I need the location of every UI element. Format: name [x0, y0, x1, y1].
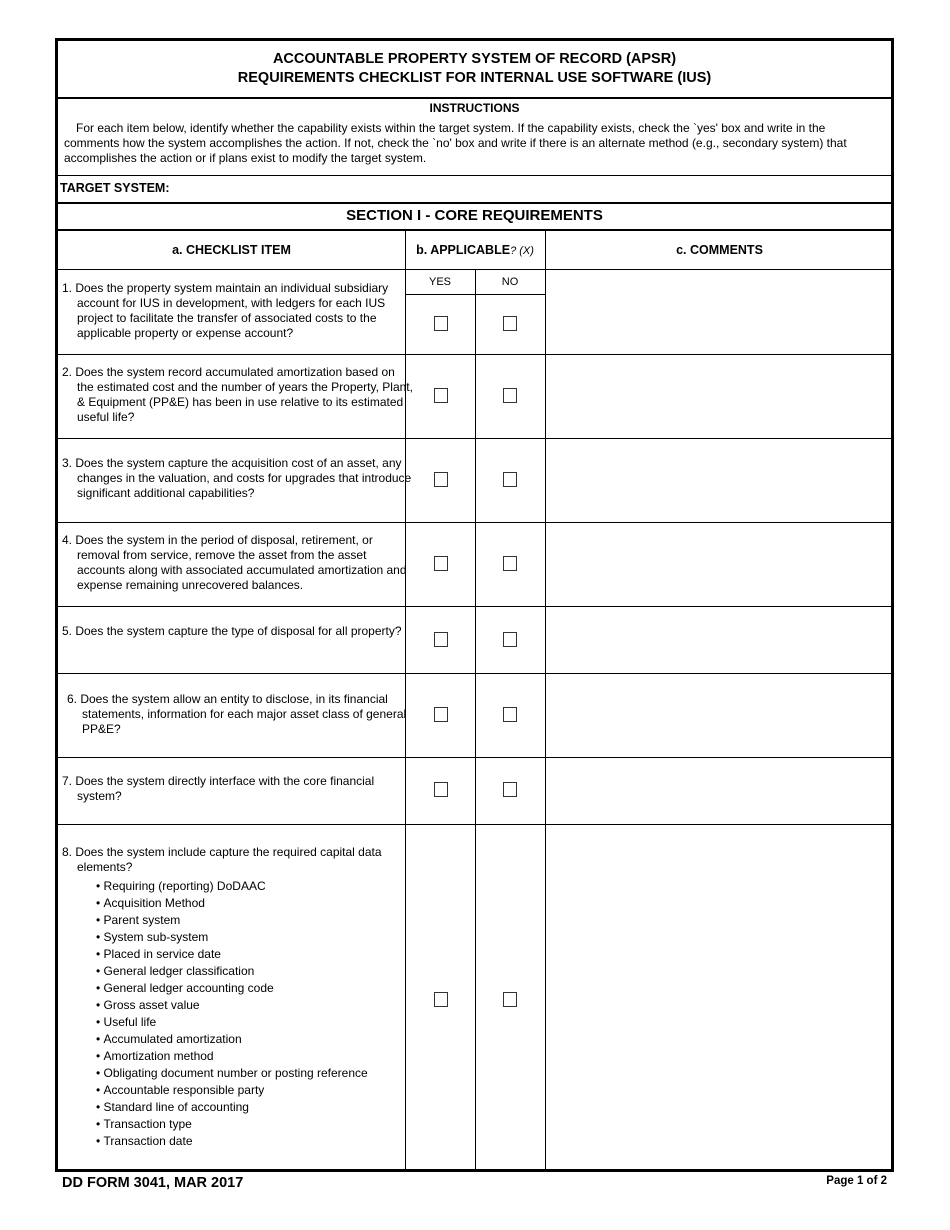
capital-data-element: • Transaction date	[96, 1133, 413, 1150]
checklist-item-7: 7. Does the system directly interface with the core financial system?	[62, 774, 375, 803]
capital-data-element: • Acquisition Method	[96, 895, 413, 912]
capital-data-element: • System sub-system	[96, 929, 413, 946]
item-1-no-checkbox[interactable]	[503, 316, 517, 331]
capital-data-element: • General ledger accounting code	[96, 980, 413, 997]
item-4-no-checkbox[interactable]	[503, 556, 517, 571]
capital-data-element: • Useful life	[96, 1014, 413, 1031]
item-7-comments-field[interactable]	[546, 758, 894, 824]
capital-data-element: • Placed in service date	[96, 946, 413, 963]
item-3-yes-checkbox[interactable]	[434, 472, 448, 487]
instructions-block	[58, 97, 891, 176]
capital-data-element: • Amortization method	[96, 1048, 413, 1065]
no-label: NO	[501, 276, 519, 288]
checklist-row	[58, 270, 891, 355]
item-5-comments-field[interactable]	[546, 607, 894, 673]
capital-data-element: • Obligating document number or posting reference	[96, 1065, 413, 1082]
checklist-item-3: 3. Does the system capture the acquisition cost of an asset, any changes in the valuation, and costs for upgrades that introduce significant additional capabilities?	[62, 456, 412, 500]
checklist-row	[58, 674, 891, 758]
instructions-heading: INSTRUCTIONS	[429, 101, 520, 115]
capital-data-elements-list	[96, 878, 413, 1150]
col-applicable-label: b. APPLICABLE	[416, 243, 511, 257]
capital-data-element: • Accumulated amortization	[96, 1031, 413, 1048]
capital-data-element: • General ledger classification	[96, 963, 413, 980]
target-system-label: TARGET SYSTEM:	[60, 181, 170, 195]
item-5-no-checkbox[interactable]	[503, 632, 517, 647]
col-applicable	[405, 231, 545, 269]
checklist-item-6: 6. Does the system allow an entity to disclose, in its financial statements, information for each major asset class of general PP&E?	[67, 692, 407, 736]
item-6-comments-field[interactable]	[546, 674, 894, 757]
checklist-row	[58, 758, 891, 825]
capital-data-element: • Gross asset value	[96, 997, 413, 1014]
checklist-item-4: 4. Does the system in the period of disposal, retirement, or removal from service, remove the asset from the asset accounts along with associated accumulated amortization and expense remaining unrecovered balances.	[62, 533, 407, 592]
capital-data-element: • Parent system	[96, 912, 413, 929]
form-identifier: DD FORM 3041, MAR 2017	[62, 1175, 244, 1191]
form-title-line2: REQUIREMENTS CHECKLIST FOR INTERNAL USE SOFTWARE (IUS)	[237, 70, 712, 86]
section-title: SECTION I - CORE REQUIREMENTS	[58, 202, 891, 231]
item-5-yes-checkbox[interactable]	[434, 632, 448, 647]
capital-data-element: • Accountable responsible party	[96, 1082, 413, 1099]
capital-data-element: • Transaction type	[96, 1116, 413, 1133]
item-7-yes-checkbox[interactable]	[434, 782, 448, 797]
yes-no-divider	[405, 294, 545, 295]
item-7-no-checkbox[interactable]	[503, 782, 517, 797]
instructions-body: For each item below, identify whether the capability exists within the target system. If the capability exists, check the `yes' box and write in the comments how the system accomplishes the action. If not, check the `no' box and write if there is an alternate method (e.g., secondary system) that accomplishes the action or if plans exist to modify the target system.	[64, 121, 847, 165]
form-frame	[55, 38, 894, 1172]
capital-data-element: • Requiring (reporting) DoDAAC	[96, 878, 413, 895]
item-2-comments-field[interactable]	[546, 355, 894, 438]
col-comments: c. COMMENTS	[676, 243, 763, 257]
page-number: Page 1 of 2	[826, 1175, 887, 1187]
checklist-item-8	[62, 845, 413, 1150]
item-3-no-checkbox[interactable]	[503, 472, 517, 487]
item-6-no-checkbox[interactable]	[503, 707, 517, 722]
column-header-row	[58, 231, 891, 270]
item-8-yes-checkbox[interactable]	[434, 992, 448, 1007]
checklist-item-1: 1. Does the property system maintain an individual subsidiary account for IUS in development, with ledgers for each IUS project to facilitate the transfer of associated costs to the applicable property or expense account?	[62, 281, 389, 340]
capital-data-element: • Standard line of accounting	[96, 1099, 413, 1116]
yes-label: YES	[428, 276, 451, 288]
checklist-row	[58, 607, 891, 674]
item-2-no-checkbox[interactable]	[503, 388, 517, 403]
checklist-item-5: 5. Does the system capture the type of disposal for all property?	[62, 624, 402, 638]
item-4-yes-checkbox[interactable]	[434, 556, 448, 571]
checklist-row	[58, 439, 891, 523]
col-applicable-suffix: ? (X)	[510, 245, 534, 257]
col-checklist-item: a. CHECKLIST ITEM	[172, 243, 291, 257]
checklist-row	[58, 825, 891, 1172]
form-header	[58, 41, 891, 99]
checklist-item-2: 2. Does the system record accumulated amortization based on the estimated cost and the number of years the Property, Plant, & Equipment (PP&E) has been in use relative to its estimated useful life?	[62, 365, 413, 424]
target-system-field[interactable]	[58, 175, 891, 204]
item-6-yes-checkbox[interactable]	[434, 707, 448, 722]
item-8-comments-field[interactable]	[546, 825, 894, 1172]
item-8-no-checkbox[interactable]	[503, 992, 517, 1007]
checklist-row	[58, 523, 891, 607]
item-1-yes-checkbox[interactable]	[434, 316, 448, 331]
checklist-item-8-text: 8. Does the system include capture the required capital data elements?	[62, 845, 382, 874]
checklist-row	[58, 355, 891, 439]
item-1-comments-field[interactable]	[546, 270, 894, 354]
item-2-yes-checkbox[interactable]	[434, 388, 448, 403]
item-4-comments-field[interactable]	[546, 523, 894, 606]
form-title-line1: ACCOUNTABLE PROPERTY SYSTEM OF RECORD (APSR)	[272, 51, 677, 67]
item-3-comments-field[interactable]	[546, 439, 894, 522]
